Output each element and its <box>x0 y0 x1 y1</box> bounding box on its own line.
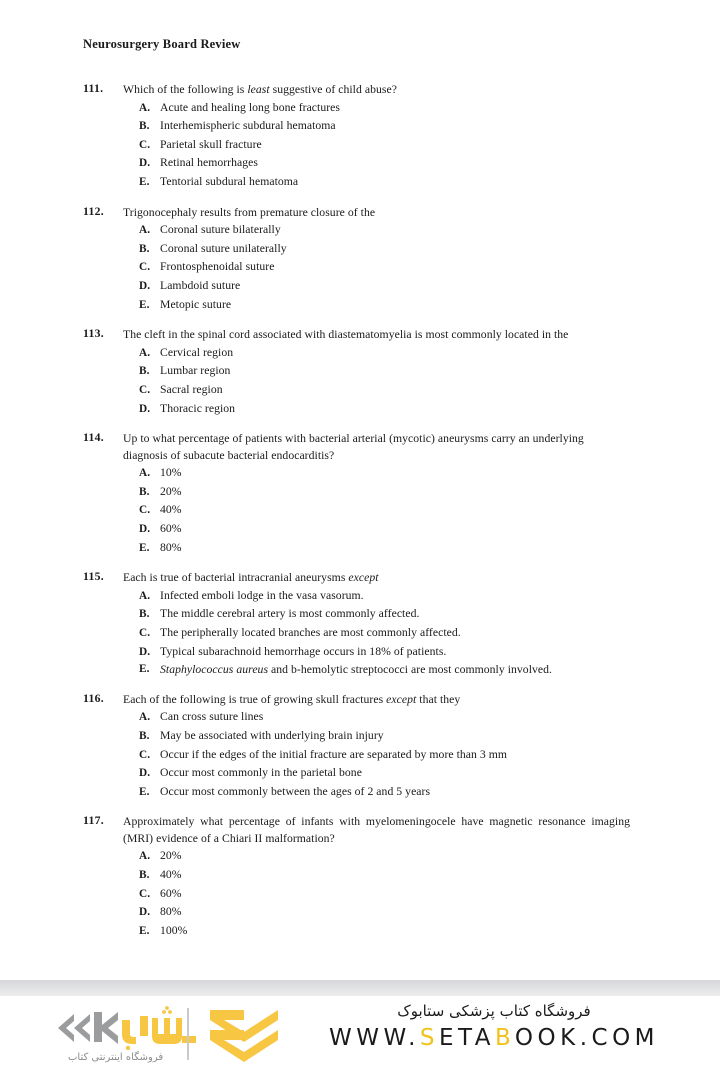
option-item[interactable] <box>123 240 630 259</box>
option-letter: E. <box>139 175 150 188</box>
url-letter-b: B <box>495 1025 515 1051</box>
option-item[interactable] <box>123 783 630 802</box>
option-letter: B. <box>139 242 150 255</box>
question-stem: Trigonocephaly results from premature closure of the <box>123 205 376 219</box>
option-letter: E. <box>139 785 150 798</box>
question-number: 114. <box>83 431 105 445</box>
option-item[interactable] <box>123 539 630 558</box>
option-letter: B. <box>139 869 150 882</box>
option-text: Cervical region <box>160 345 234 359</box>
option-item[interactable] <box>123 727 630 746</box>
option-letter: B. <box>139 485 150 498</box>
option-text: Infected emboli lodge in the vasa vasorum. <box>160 588 364 602</box>
option-text: The middle cerebral artery is most commonly affected. <box>160 607 420 621</box>
footer-content <box>0 996 720 1080</box>
option-letter: A. <box>139 346 151 359</box>
option-letter: A. <box>139 467 151 480</box>
option-list <box>123 847 630 940</box>
option-text: Lumbar region <box>160 364 231 378</box>
option-letter: B. <box>139 608 150 621</box>
option-text: Thoracic region <box>160 401 236 415</box>
option-text: Occur most commonly in the parietal bone <box>160 766 362 780</box>
option-text: Parietal skull fracture <box>160 137 262 151</box>
option-text: Frontosphenoidal suture <box>160 260 275 274</box>
option-letter: E. <box>139 541 150 554</box>
option-letter: B. <box>139 365 150 378</box>
option-item[interactable] <box>123 885 630 904</box>
url-prefix: WWW. <box>328 1025 420 1051</box>
option-letter: D. <box>139 906 151 919</box>
option-letter: C. <box>139 261 151 274</box>
option-text: Retinal hemorrhages <box>160 156 258 170</box>
site-url[interactable] <box>294 1025 694 1051</box>
option-item[interactable] <box>123 277 630 296</box>
question-number: 117. <box>83 814 105 828</box>
question-number: 112. <box>83 204 105 218</box>
option-list <box>123 587 630 679</box>
option-letter: B. <box>139 120 150 133</box>
option-text: 60% <box>160 522 182 536</box>
option-letter: C. <box>139 887 151 900</box>
option-item[interactable] <box>123 136 630 155</box>
option-item[interactable] <box>123 764 630 783</box>
option-item[interactable] <box>123 903 630 922</box>
question-number: 111. <box>83 82 104 95</box>
option-letter: A. <box>139 224 151 237</box>
question-item <box>0 327 720 418</box>
option-item[interactable] <box>123 117 630 136</box>
option-letter: D. <box>139 523 151 536</box>
option-item[interactable] <box>123 483 630 502</box>
option-item[interactable] <box>123 296 630 315</box>
option-list <box>123 708 630 801</box>
option-item[interactable] <box>123 643 630 662</box>
option-text: Occur if the edges of the initial fracture are separated by more than 3 mm <box>160 747 508 761</box>
brand-wordmark-logo <box>44 1006 204 1050</box>
question-stem: Which of the following is least suggestive of child abuse? <box>123 83 397 96</box>
option-item[interactable] <box>123 661 630 679</box>
option-letter: E. <box>139 663 150 676</box>
option-text: Tentorial subdural hematoma <box>160 174 299 188</box>
option-letter: D. <box>139 645 151 658</box>
brand-divider <box>187 1008 189 1060</box>
question-stem: Each of the following is true of growing skull fractures except that they <box>123 692 461 706</box>
option-text: May be associated with underlying brain injury <box>160 728 384 742</box>
option-item[interactable] <box>123 99 630 118</box>
option-letter: D. <box>139 767 151 780</box>
option-item[interactable] <box>123 464 630 483</box>
option-letter: C. <box>139 504 151 517</box>
option-letter: E. <box>139 924 150 937</box>
option-text: 80% <box>160 905 182 919</box>
double-chevron-logo-icon <box>206 1006 282 1064</box>
question-number: 116. <box>83 691 105 705</box>
site-title-fa: فروشگاه کتاب پزشکی ستابوک <box>397 1002 591 1020</box>
option-letter: E. <box>139 298 150 311</box>
option-text: 40% <box>160 868 182 882</box>
option-text: 20% <box>160 849 182 863</box>
option-text: Sacral region <box>160 382 223 396</box>
option-list <box>123 99 630 192</box>
option-letter: C. <box>139 627 151 640</box>
question-list <box>0 82 720 953</box>
url-eta: ETA <box>439 1025 496 1051</box>
option-letter: D. <box>139 279 151 292</box>
question-item <box>0 692 720 802</box>
option-item[interactable] <box>123 746 630 765</box>
option-text: 100% <box>160 923 188 937</box>
option-text: 60% <box>160 886 182 900</box>
option-item[interactable] <box>123 520 630 539</box>
option-text: 20% <box>160 484 182 498</box>
option-item[interactable] <box>123 362 630 381</box>
question-stem: Approximately what percentage of infants with myelomeningocele have magnetic resonance imaging (MRI) evidence of a Chiari II malformation? <box>123 815 630 845</box>
url-suffix: OOK.COM <box>514 1025 660 1051</box>
option-letter: A. <box>139 711 151 724</box>
question-item <box>0 205 720 315</box>
brand-lockup[interactable] <box>28 1000 328 1076</box>
site-identity[interactable] <box>294 1002 694 1051</box>
option-item[interactable] <box>123 866 630 885</box>
option-text: Coronal suture unilaterally <box>160 241 287 255</box>
option-letter: A. <box>139 101 151 114</box>
option-item[interactable] <box>123 624 630 643</box>
question-item <box>0 431 720 557</box>
option-item[interactable] <box>123 501 630 520</box>
option-item[interactable] <box>123 587 630 606</box>
option-list <box>123 221 630 314</box>
option-text: Coronal suture bilaterally <box>160 223 281 237</box>
question-stem: Up to what percentage of patients with bacterial arterial (mycotic) aneurysms carry an underlying diagnosis of subacute bacterial endocarditis? <box>123 432 584 462</box>
option-text: Metopic suture <box>160 297 232 311</box>
question-item <box>0 814 720 940</box>
url-letter-s: S <box>419 1025 439 1051</box>
option-item[interactable] <box>123 708 630 727</box>
option-text: 40% <box>160 503 182 517</box>
question-stem: Each is true of bacterial intracranial aneurysms except <box>123 571 379 585</box>
option-text: Typical subarachnoid hemorrhage occurs in 18% of patients. <box>160 644 447 658</box>
option-item[interactable] <box>123 173 630 192</box>
running-head: Neurosurgery Board Review <box>83 37 241 51</box>
option-text: Staphylococcus aureus and b-hemolytic streptococci are most commonly involved. <box>160 663 552 677</box>
option-item[interactable] <box>123 847 630 866</box>
option-item[interactable] <box>123 381 630 400</box>
option-item[interactable] <box>123 154 630 173</box>
option-letter: A. <box>139 589 151 602</box>
option-letter: C. <box>139 138 151 151</box>
option-letter: D. <box>139 157 151 170</box>
option-letter: D. <box>139 402 151 415</box>
option-text: Occur most commonly between the ages of 2 and 5 years <box>160 784 431 798</box>
option-letter: B. <box>139 729 150 742</box>
option-item[interactable] <box>123 400 630 419</box>
option-letter: C. <box>139 748 151 761</box>
question-stem: The cleft in the spinal cord associated with diastematomyelia is most commonly located in the <box>123 328 569 342</box>
option-text: 80% <box>160 540 182 554</box>
brand-subtitle: فروشگاه اینترنتی کتاب <box>68 1052 164 1063</box>
option-text: The peripherally located branches are most commonly affected. <box>160 626 461 640</box>
option-text: Lambdoid suture <box>160 278 241 292</box>
option-text: Acute and healing long bone fractures <box>160 100 341 114</box>
option-item[interactable] <box>123 605 630 624</box>
option-text: Interhemispheric subdural hematoma <box>160 119 336 133</box>
footer-banner <box>0 980 720 1080</box>
option-item[interactable] <box>123 344 630 363</box>
footer-top-band <box>0 980 720 996</box>
option-letter: A. <box>139 850 151 863</box>
option-text: Can cross suture lines <box>160 710 264 724</box>
option-list <box>123 344 630 418</box>
option-item[interactable] <box>123 922 630 941</box>
question-item <box>0 570 720 678</box>
option-list <box>123 464 630 557</box>
question-item <box>0 82 720 192</box>
question-number: 113. <box>83 327 105 341</box>
option-text: 10% <box>160 466 182 480</box>
option-letter: C. <box>139 383 151 396</box>
option-item[interactable] <box>123 258 630 277</box>
question-number: 115. <box>83 570 105 584</box>
option-item[interactable] <box>123 221 630 240</box>
